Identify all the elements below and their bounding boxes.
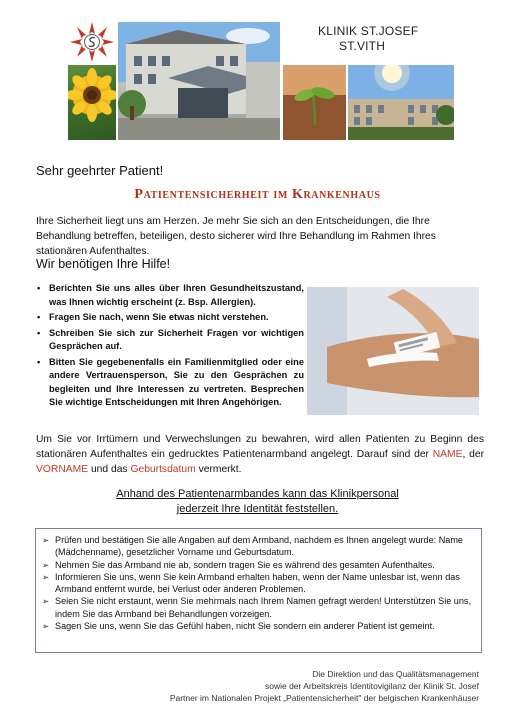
highlight-geburtsdatum: Geburtsdatum <box>130 464 196 475</box>
bullet-item: • Bitten Sie gegebenenfalls ein Familienmitglied oder eine andere Vertrauensperson, Sie zu den Gesprächen zu begleiten und Ihre Interessen zu vertreten. Besprechen Sie wichtige Entscheidungen mit Ihren Angehörigen. <box>36 356 304 410</box>
clinic-name-line2: ST.VITH <box>339 39 386 53</box>
checklist <box>42 534 478 632</box>
bullet-item: • Berichten Sie uns alles über Ihren Gesundheitszustand, was Ihnen wichtig erscheint (z. Bsp. Allergien). <box>36 282 304 309</box>
identity-notice <box>0 487 515 517</box>
help-bullet-list <box>36 282 304 412</box>
notice-line1: Anhand des Patientenarmbandes kann das Klinikpersonal <box>116 488 399 500</box>
intro-paragraph: Ihre Sicherheit liegt uns am Herzen. Je mehr Sie sich an den Entscheidungen, die Ihre Behandlung betreffen, beteiligen, desto sicherer wird Ihre Behandlung im Rahmen Ihres stationären Aufenthaltes. <box>36 216 436 257</box>
notice-line2: jederzeit Ihre Identität feststellen. <box>176 503 339 515</box>
footer-line1: Die Direktion und das Qualitätsmanagement <box>312 669 479 679</box>
checklist-item: ➢ Seien Sie nicht erstaunt, wenn Sie mehrmals nach Ihrem Namen gefragt werden! Unterstützen Sie uns, indem Sie das Armband bei Behandlungen vorzeigen. <box>42 595 478 620</box>
wristband-paragraph <box>36 432 484 477</box>
paragraph-text: und das <box>88 464 131 475</box>
paragraph-text: vermerkt. <box>195 464 242 475</box>
hospital-building-photo <box>118 22 280 140</box>
greeting: Sehr geehrter Patient! <box>36 163 164 178</box>
sprout-photo <box>283 65 346 140</box>
bullet-item: • Schreiben Sie sich zur Sicherheit Fragen vor wichtigen Gesprächen auf. <box>36 327 304 354</box>
bullet-item: • Fragen Sie nach, wenn Sie etwas nicht verstehen. <box>36 311 304 325</box>
checklist-item: ➢ Sagen Sie uns, wenn Sie das Gefühl haben, nicht Sie sondern ein anderer Patient ist gemeint. <box>42 620 478 632</box>
clinic-name-line1: KLINIK ST.JOSEF <box>318 24 419 38</box>
checklist-item: ➢ Nehmen Sie das Armband nie ab, sondern tragen Sie es während des gesamten Aufenthaltes. <box>42 559 478 571</box>
document-title: Patientensicherheit im Krankenhaus <box>134 187 381 202</box>
paragraph-text: Um Sie vor Irrtümern und Verwechslungen zu bewahren, wird allen Patienten zu Beginn des stationären Aufenthaltes ein gedrucktes Patientenarmband angelegt. Darauf sind der <box>36 434 484 460</box>
clinic-sun-photo <box>348 65 454 140</box>
clinic-name <box>318 24 418 54</box>
help-heading: Wir benötigen Ihre Hilfe! <box>36 257 171 271</box>
highlight-vorname: VORNAME <box>36 464 89 475</box>
sunflower-photo <box>68 65 116 140</box>
checklist-item: ➢ Prüfen und bestätigen Sie alle Angaben auf dem Armband, nachdem es Ihnen angelegt wurde: Name (Mädchenname), gesetzlicher Vorname und Geburtsdatum. <box>42 534 478 559</box>
klinik-logo <box>68 20 116 64</box>
paragraph-text: , der <box>462 449 484 460</box>
highlight-name: NAME <box>432 449 463 460</box>
footer-line2: sowie der Arbeitskreis Identitovigilanz der Klinik St. Josef <box>264 681 479 692</box>
footer-signature <box>39 668 479 705</box>
footer-line3: Partner im Nationalen Projekt „Patientensicherheit" der belgischen Krankenhäuser <box>169 693 479 704</box>
wristband-photo <box>307 287 479 415</box>
checklist-item: ➢ Informieren Sie uns, wenn Sie kein Armband erhalten haben, wenn der Name unlesbar ist, wenn das Armband entfernt wurde, bei Verlust oder anderen Problemen. <box>42 571 478 596</box>
